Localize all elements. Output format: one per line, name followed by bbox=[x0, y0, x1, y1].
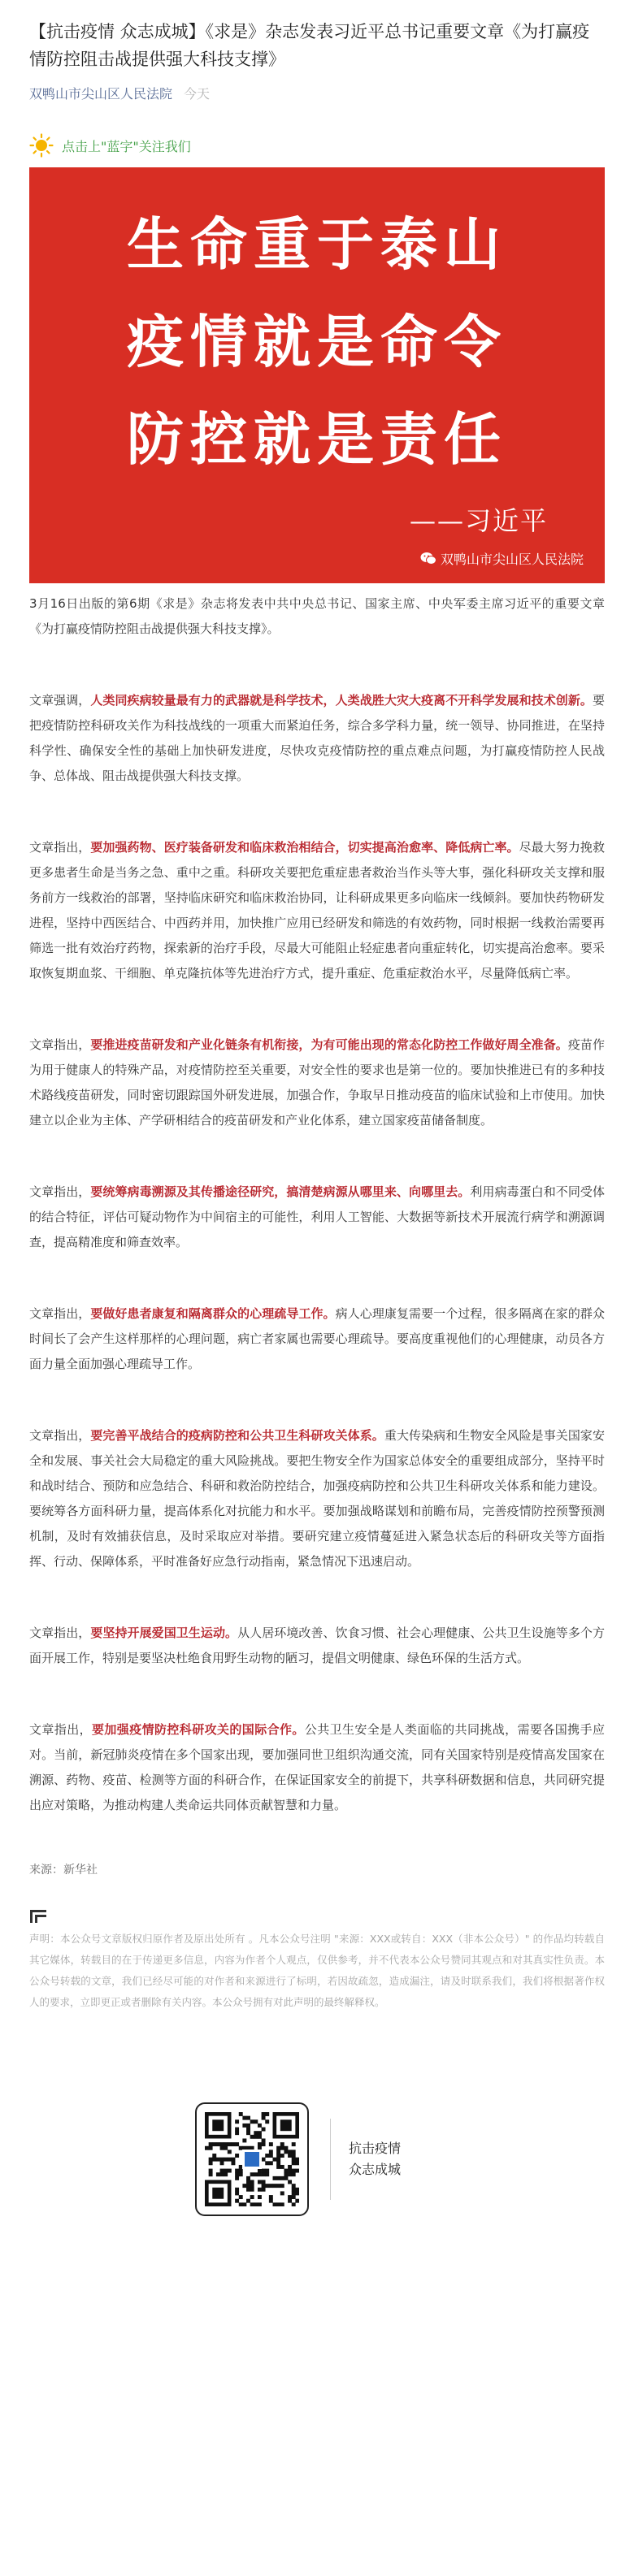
intro-paragraph: 3月16日出版的第6期《求是》杂志将发表中共中央总书记、国家主席、中央军委主席习近平的重要文章《为打赢疫情防控阻击战提供强大科技支撑》。 bbox=[29, 596, 605, 636]
paragraph-1-text: 要把疫情防控科研攻关作为科技战线的一项重大而紧迫任务，综合多学科力量，统一领导、协同推进，在坚持科学性、确保安全性的基础上加快研发进度，尽快攻克疫情防控的重点难点问题，为打赢疫情防控人民战争、总体战、阻击战提供强大科技支撑。 bbox=[29, 693, 605, 783]
banner-watermark bbox=[420, 549, 584, 568]
footer-slogan bbox=[349, 2138, 401, 2180]
paragraph-6-highlight: 要完善平战结合的疫病防控和公共卫生科研攻关体系。 bbox=[90, 1428, 384, 1443]
follow-text: 点击上"蓝字"关注我们 bbox=[62, 138, 191, 154]
disclaimer-text: 声明：本公众号文章版权归原作者及原出处所有 。凡本公众号注明 "来源：XXX或转自：XXX（非本公众号）" 的作品均转载自其它媒体，转载目的在于传递更多信息，内容为作者个人观点，仅供参考，并不代表本公众号赞同其观点和对其真实性负责。本公众号转载的文章，我们已经尽可能的对作者和来源进行了标明，若因故疏忽，造成漏注，请及时联系我们，我们将根据著作权人的要求，立即更正或者删除有关内容。本公众号拥有对此声明的最终解释权。 bbox=[29, 1933, 605, 2008]
account-name-link[interactable]: 双鸭山市尖山区人民法院 bbox=[29, 86, 173, 102]
qr-code[interactable] bbox=[205, 2112, 299, 2206]
follow-prompt[interactable] bbox=[29, 133, 605, 158]
slogan-banner bbox=[29, 167, 605, 583]
article-meta bbox=[29, 84, 605, 104]
paragraph-6-lead: 文章指出， bbox=[29, 1428, 91, 1443]
banner-line-2: 疫情就是命令 bbox=[127, 308, 507, 375]
footer-divider bbox=[330, 2119, 331, 2200]
paragraph-7-lead: 文章指出， bbox=[29, 1626, 91, 1640]
paragraph-7-highlight: 要坚持开展爱国卫生运动。 bbox=[90, 1626, 238, 1640]
source-credit: 来源：新华社 bbox=[29, 1864, 98, 1877]
sun-icon bbox=[29, 133, 54, 158]
banner-line-3: 防控就是责任 bbox=[127, 405, 507, 473]
paragraph-8-text: 公共卫生安全是人类面临的共同挑战，需要各国携手应对。当前，新冠肺炎疫情在多个国家出现，要加强同世卫组织沟通交流，同有关国家特别是疫情高发国家在溯源、药物、疫苗、检测等方面的科研合作，在保证国家安全的前提下，共享科研数据和信息，共同研究提出应对策略，为推动构建人类命运共同体贡献智慧和力量。 bbox=[29, 1722, 605, 1812]
article-title: 【抗击疫情 众志成城】《求是》杂志发表习近平总书记重要文章《为打赢疫情防控阻击战提供强大科技支撑》 bbox=[29, 22, 590, 69]
paragraph-1-lead: 文章强调， bbox=[29, 693, 91, 708]
banner-watermark-text: 双鸭山市尖山区人民法院 bbox=[440, 552, 584, 567]
paragraph-5-lead: 文章指出， bbox=[29, 1306, 91, 1321]
paragraph-8-highlight: 要加强疫情防控科研攻关的国际合作。 bbox=[92, 1722, 305, 1737]
footer-card bbox=[195, 2102, 439, 2216]
paragraph-1 bbox=[29, 688, 605, 789]
paragraph-5-highlight: 要做好患者康复和隔离群众的心理疏导工作。 bbox=[90, 1306, 336, 1321]
paragraph-1-highlight: 人类同疾病较量最有力的武器就是科学技术，人类战胜大灾大疫离不开科学发展和技术创新。 bbox=[90, 693, 593, 708]
paragraph-5 bbox=[29, 1301, 605, 1377]
banner-line-1: 生命重于泰山 bbox=[127, 210, 507, 278]
paragraph-7-text: 从人居环境改善、饮食习惯、社会心理健康、公共卫生设施等多个方面开展工作，特别是要坚决杜绝食用野生动物的陋习，提倡文明健康、绿色环保的生活方式。 bbox=[29, 1626, 605, 1665]
paragraph-4-lead: 文章指出， bbox=[29, 1184, 91, 1199]
quote-mark-icon bbox=[29, 1909, 47, 1924]
paragraph-7 bbox=[29, 1621, 605, 1671]
paragraph-5-text: 病人心理康复需要一个过程，很多隔离在家的群众时间长了会产生这样那样的心理问题，病亡者家属也需要心理疏导。要高度重视他们的心理健康，动员各方面力量全面加强心理疏导工作。 bbox=[29, 1306, 605, 1371]
publish-date: 今天 bbox=[184, 86, 211, 102]
paragraph-2 bbox=[29, 835, 605, 986]
footer-slogan-line-1: 抗击疫情 bbox=[349, 2141, 402, 2156]
paragraph-4-highlight: 要统筹病毒溯源及其传播途径研究，搞清楚病源从哪里来、向哪里去。 bbox=[90, 1184, 471, 1199]
paragraph-4-text: 利用病毒蛋白和不同受体的结合特征，评估可疑动物作为中间宿主的可能性，利用人工智能、大数据等新技术开展流行病学和溯源调查，提高精准度和筛查效率。 bbox=[29, 1184, 605, 1249]
paragraph-8-lead: 文章指出， bbox=[29, 1722, 92, 1737]
paragraph-6 bbox=[29, 1423, 605, 1574]
paragraph-3-text: 疫苗作为用于健康人的特殊产品，对疫情防控至关重要，对安全性的要求也是第一位的。要加快推进已有的多种技术路线疫苗研发，同时密切跟踪国外研发进展，加强合作，争取早日推动疫苗的临床试验和上市使用。加快建立以企业为主体、产学研相结合的疫苗研发和产业化体系，建立国家疫苗储备制度。 bbox=[29, 1037, 605, 1128]
paragraph-3 bbox=[29, 1033, 605, 1133]
paragraph-2-text: 尽最大努力挽救更多患者生命是当务之急、重中之重。科研攻关要把危重症患者救治当作头等大事，强化科研攻关支撑和服务前方一线救治的部署，坚持临床研究和临床救治协同，让科研成果更多向临床一线倾斜。要加快药物研发进程，坚持中西医结合、中西药并用，加快推广应用已经研发和筛选的有效药物，同时根据一线救治需要再筛选一批有效治疗药物，探索新的治疗手段，尽最大可能阻止轻症患者向重症转化，切实提高治愈率。要采取恢复期血浆、干细胞、单克隆抗体等先进治疗方式，提升重症、危重症救治水平，尽量降低病亡率。 bbox=[29, 840, 605, 981]
paragraph-3-lead: 文章指出， bbox=[29, 1037, 91, 1052]
paragraph-6-text: 重大传染病和生物安全风险是事关国家安全和发展、事关社会大局稳定的重大风险挑战。要把生物安全作为国家总体安全的重要组成部分，坚持平时和战时结合、预防和应急结合、科研和救治防控结合，加强疫病防控和公共卫生科研攻关体系和能力建设。要统筹各方面科研力量，提高体系化对抗能力和水平。要加强战略谋划和前瞻布局，完善疫情防控预警预测机制，及时有效捕获信息，及时采取应对举措。要研究建立疫情蔓延进入紧急状态后的科研攻关等方面指挥、行动、保障体系，平时准备好应急行动指南，紧急情况下迅速启动。 bbox=[29, 1428, 605, 1569]
wechat-icon bbox=[420, 552, 436, 565]
paragraph-2-highlight: 要加强药物、医疗装备研发和临床救治相结合，切实提高治愈率、降低病亡率。 bbox=[90, 840, 519, 855]
paragraph-2-lead: 文章指出， bbox=[29, 840, 91, 855]
footer-slogan-line-2: 众志成城 bbox=[349, 2162, 402, 2177]
banner-signature: ——习近平 bbox=[409, 505, 548, 536]
disclaimer-block bbox=[29, 1909, 605, 2013]
paragraph-8 bbox=[29, 1717, 605, 1818]
qr-code-frame bbox=[195, 2102, 309, 2216]
paragraph-3-highlight: 要推进疫苗研发和产业化链条有机衔接，为有可能出现的常态化防控工作做好周全准备。 bbox=[90, 1037, 568, 1052]
paragraph-4 bbox=[29, 1180, 605, 1255]
